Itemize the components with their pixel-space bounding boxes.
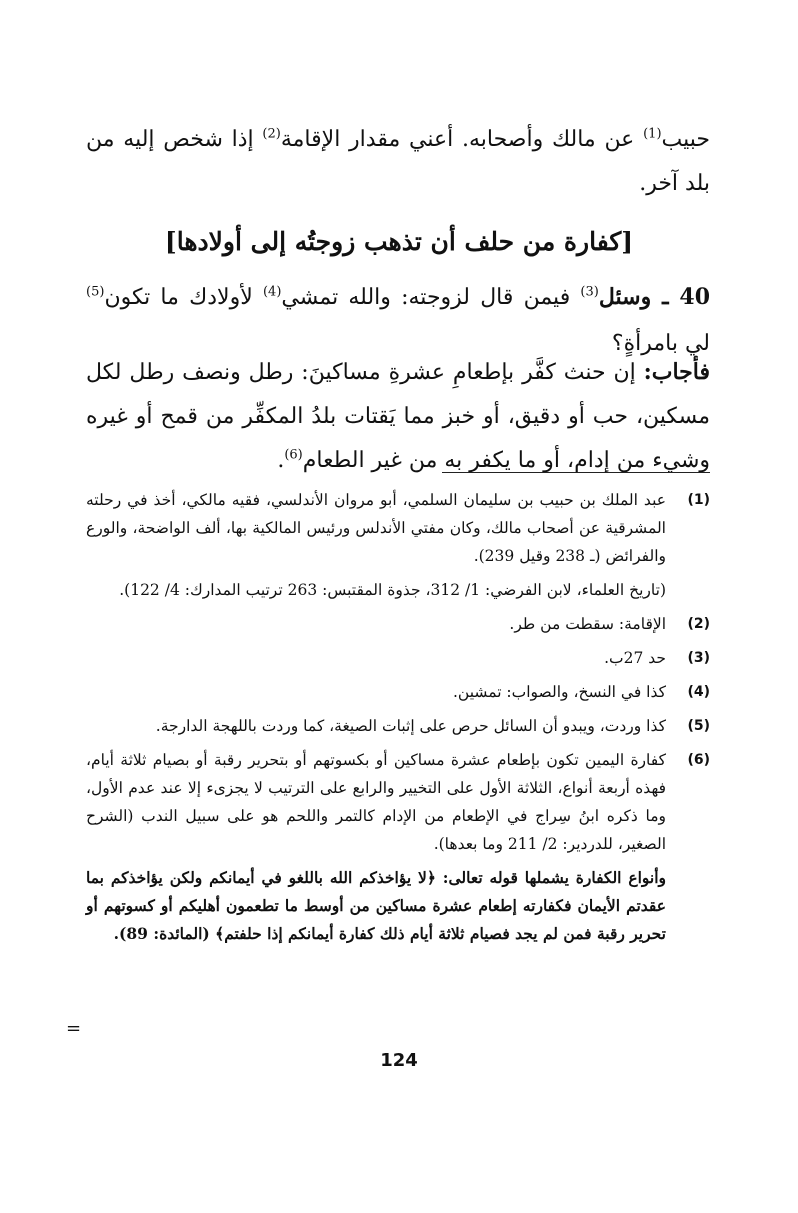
- footnote-4: [86, 678, 710, 706]
- footnote-4-text: كذا في النسخ، والصواب: تمشين.: [453, 683, 666, 701]
- footnote-2-text: الإقامة: سقطت من طر.: [509, 615, 666, 633]
- footnote-ref-2[interactable]: (2): [262, 126, 281, 142]
- footnote-ref-1[interactable]: (1): [643, 126, 662, 142]
- footnote-number: (1): [687, 492, 710, 508]
- quran-verse: ﴿لا يؤاخذكم الله باللغو في أيمانكم ولكن يؤاخذكم بما عقدتم الأيمان فكفارته إطعام عشرة مساكين من أوسط ما تطعمون أهليكم أو كسوتهم أو تحرير رقبة فمن لم يجد فصيام ثلاثة أيام ذلك كفارة أيمانكم إذا حلفتم﴾: [86, 868, 666, 943]
- footnotes: [86, 486, 710, 954]
- answer-label: فأجاب:: [643, 359, 710, 385]
- footnote-2: [86, 610, 710, 638]
- footnote-1-text: عبد الملك بن حبيب بن سليمان السلمي، أبو مروان الأندلسي، فقيه مالكي، أخذ في رحلته المشرقية عن أصحاب مالك، وكان مفتي الأندلس ورئيس المالكية بها، ألف الواضحة، والورع والفرائض (ـ 238 وقيل 239).: [86, 491, 666, 565]
- footnote-separator: [442, 472, 710, 473]
- section-heading: [كفارة من حلف أن تذهب زوجتُه إلى أولادها]: [164, 227, 634, 256]
- footnote-number: (6): [687, 752, 710, 768]
- footnote-6: [86, 746, 710, 948]
- question-text-2: لأولادك ما تكون: [104, 285, 263, 310]
- footnote-3-text: حد 27ب.: [604, 649, 666, 667]
- question-label: 40 ـ وسئل: [598, 284, 711, 310]
- intro-text-2: عن مالك وأصحابه. أعني مقدار الإقامة: [280, 127, 644, 152]
- footnote-ref-6[interactable]: (6): [284, 447, 303, 463]
- intro-paragraph: [86, 118, 710, 206]
- quran-intro: وأنواع الكفارة يشملها قوله تعالى:: [435, 868, 666, 887]
- footnote-ref-4[interactable]: (4): [262, 284, 282, 300]
- answer-paragraph: [86, 350, 710, 483]
- continuation-mark: =: [66, 1018, 82, 1039]
- footnote-number: (2): [687, 616, 710, 632]
- footnote-1: [86, 486, 710, 604]
- question-text-1: فيمن قال لزوجته: والله تمشي: [281, 285, 581, 310]
- answer-text-2: .: [277, 448, 285, 473]
- footnote-ref-3[interactable]: (3): [580, 284, 599, 300]
- footnote-5-text: كذا وردت، ويبدو أن السائل حرص على إثبات الصيغة، كما وردت باللهجة الدارجة.: [155, 717, 666, 735]
- footnote-6-quran: [86, 864, 666, 948]
- quran-citation: (المائدة: 89).: [113, 924, 216, 943]
- footnote-1-sources: (تاريخ العلماء، لابن الفرضي: 1/ 312، جذوة المقتبس: 263 ترتيب المدارك: 4/ 122).: [119, 581, 666, 599]
- answer-text-1: إن حنث كفَّر بإطعامِ عشرةِ مساكينَ: رطل ونصف رطل لكل مسكين، حب أو دقيق، أو خبز مما يَقتات بلدُ المكفِّر من قمح أو غيره وشيء من إدام، أو ما يكفر به من غير الطعام: [86, 360, 710, 473]
- intro-text-1: حبيب: [661, 127, 710, 152]
- footnote-5: [86, 712, 710, 740]
- footnote-number: (3): [687, 650, 710, 666]
- footnote-6-text: كفارة اليمين تكون بإطعام عشرة مساكين أو بكسوتهم أو بتحرير رقبة أو بصيام ثلاثة أيام، فهذه أربعة أنواع، الثلاثة الأول على التخيير والرابع على الترتيب لا يجزىء إلا عند عدم الأول، وما ذكره ابنُ سِراج في الإطعام من الإدام كالتمر واللحم هو على سبيل الندب (الشرح الصغير، للدردير: 2/ 211 وما بعدها).: [86, 751, 666, 853]
- question-text-3: لي بامرأةٍ؟: [611, 331, 710, 356]
- footnote-number: (4): [687, 684, 710, 700]
- footnote-3: [86, 644, 710, 672]
- footnote-ref-5[interactable]: (5): [86, 284, 105, 300]
- footnote-number: (5): [687, 718, 710, 734]
- intro-text-3: إذا شخص إليه من بلد آخر.: [86, 127, 710, 196]
- page-number: 124: [380, 1050, 418, 1071]
